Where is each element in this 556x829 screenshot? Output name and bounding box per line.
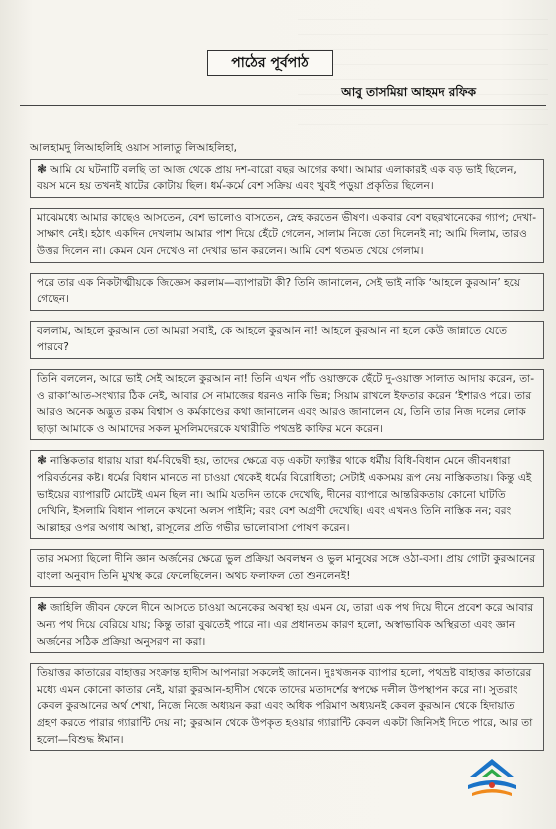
paragraph-text: মাঝেমধ্যে আমার কাছেও আসতেন, বেশ ভালোও বাসতেন, স্নেহ করতেন ভীষণ। একবার বেশ বছরখানেকের গ্যাপ; দেখা-সাক্ষাৎ নেই। হঠাৎ একদিন দেখলাম আমার পাশ দিয়ে হেঁটে গেলেন, সালাম নিজে তো দিলেনই না; আমি দিলাম, তারও উত্তর দিলেন না। কেমন যেন দেখেও না দেখার ভান করলেন। আমি বেশ থতমত খেয়ে গেলাম। — [37, 211, 537, 257]
paragraph — [30, 273, 544, 311]
paragraph — [30, 597, 544, 653]
divider — [20, 105, 546, 106]
paragraph — [30, 450, 544, 539]
article-body — [30, 140, 544, 761]
paragraph-text: আমি যে ঘটনাটি বলছি তা আজ থেকে প্রায় দশ-বারো বছর আগের কথা। আমার এলাকারই এক বড় ভাই ছিলেন, বয়স মনে হয় তখনই ষাটের কোটায় ছিল। ধর্ম-কর্মে বেশ সক্রিয় এবং খুবই পড়ুয়া প্রকৃতির ছিলেন। — [37, 163, 517, 193]
bleed-through-text — [298, 6, 548, 126]
paragraph-text: তার সমস্যা ছিলো দীনি জ্ঞান অর্জনের ক্ষেত্রে ভুল প্রক্রিয়া অবলম্বন ও ভুল মানুষের সঙ্গে ওঠা-বসা। প্রায় গোটা কুরআনের বাংলা অনুবাদ তিনি মুখস্থ করে ফেলেছিলেন। অথচ ফলাফল তো শুনলেনই! — [37, 553, 536, 582]
paragraph-text: তিনি বললেন, আরে ভাই সেই আহলে কুরআন না! তিনি এখন পাঁচ ওয়াক্তকে ছেঁটে দু-ওয়াক্ত সালাত আদায় করেন, তা-ও রাকা‘আত-সংখ্যার ঠিক নেই, আবার সে নামাজের ধরনও নাকি ভিন্ন; সিয়াম রাখলে ইফতার করেন ‘ইশারও পরে। তার আরও অনেক অদ্ভুত রকম বিশ্বাস ও কর্মকাণ্ডের কথা জানালেন এবং আরও জানালেন যে, তিনি তার নিজ দলের লোক ছাড়া আমাকে ও আমাদের সকল মুসলিমদেরকে যথারীতি পথভ্রষ্ট কাফির মনে করেন। — [37, 372, 535, 435]
paragraph — [30, 140, 544, 157]
paragraph — [30, 369, 544, 440]
flower-bullet-icon: ❃ — [37, 453, 48, 468]
paragraph — [30, 663, 544, 751]
paragraph-text: তিয়াত্তর কাতারের বাহাত্তর সংক্রান্ত হাদীস আপনারা সকলেই জানেন। দুঃখজনক ব্যাপার হলো, পথভ্রষ্ট বাহাত্তর কাতারের মধ্যে এমন কোনো কাতার নেই, যারা কুরআন-হাদীস থেকে তাদের মতাদর্শের স্বপক্ষে দলীল উপস্থাপন করে না। সুতরাং কেবল কুরআনের অর্থ শেখা, নিজে নিজে অধ্যয়ন করা এবং অধিক পরিমাণ অধ্যয়নই কেবল কুরআন থেকে হিদায়াত গ্রহণ করতে পারার গ্যারান্টি দেয় না; কুরআন থেকে উপকৃত হওয়ার গ্যারান্টি কেবল একটা জিনিসই দিতে পারে, আর তা হলো—বিশুদ্ধ ঈমান। — [37, 667, 533, 746]
paragraph-text: পরে তার এক নিকটাত্মীয়কে জিজ্ঞেস করলাম—ব্যাপারটা কী? তিনি জানালেন, সেই ভাই নাকি ‘আহলে কুরআন’ হয়ে গেছেন। — [37, 276, 521, 306]
page-title-box — [207, 50, 333, 76]
author-name: আবু তাসমিয়া আহমদ রফিক — [341, 85, 476, 99]
paragraph — [30, 208, 544, 263]
paragraph — [30, 549, 544, 587]
flower-bullet-icon: ❃ — [37, 600, 48, 615]
paragraph-text: বললাম, আহলে কুরআন তো আমরা সবাই, কে আহলে কুরআন না! আহলে কুরআন না হলে কেউ জান্নাতে যেতে পারবে? — [37, 324, 508, 354]
paragraph-text: জাহিলি জীবন ফেলে দীনে আসতে চাওয়া অনেকের অবস্থা হয় এমন যে, তারা এক পথ দিয়ে দীনে প্রবেশ করে আবার অন্য পথ দিয়ে বেরিয়ে যায়; কিন্তু তারা বুঝতেই পারে না। এর প্রধানতম কারণ হলো, অস্বাভাবিক অস্থিরতা এবং জ্ঞান অর্জনের সঠিক প্রক্রিয়া অনুসরণ না করা। — [37, 602, 534, 648]
publisher-logo-icon — [462, 755, 522, 803]
paragraph — [30, 321, 544, 359]
paragraph — [30, 159, 544, 198]
paragraph-text: আলহামদু লিআহলিহি ওয়াস সালাতু লিআহলিহা, — [30, 142, 238, 154]
paragraph-text: নাস্তিকতার ধারায় যারা ধর্ম-বিদ্বেষী হয়, তাদের ক্ষেত্রে বড় একটা ফ্যাক্টর থাকে ধর্মীয় বিধি-বিধান মেনে জীবনধারা পরিবর্তনের কষ্ট। ধর্মের বিধান মানতে না চাওয়া থেকেই ধর্মের বিরোধিতা; সেটাই একসময় রূপ নেয় নাস্তিকতায়। কিন্তু এই ভাইয়ের ব্যাপারটি মোটেই এমন ছিল না। আমি যতদিন তাকে দেখেছি, দীনের ব্যাপারে আন্তরিকতায় কোনো ঘাটতি দেখিনি, ইসলামি বিধান পালনে কখনো অলস পাইনি; বরং বেশ অগ্রণী দেখেছি। এবং এখনও তিনি নাস্তিক নন; বরং আল্লাহর ওপর অগাধ আস্থা, রাসূলের প্রতি গভীর ভালোবাসা পোষণ করেন। — [37, 455, 532, 534]
page-title: পাঠের পূর্বপাঠ — [231, 55, 309, 71]
flower-bullet-icon: ❃ — [37, 161, 48, 176]
